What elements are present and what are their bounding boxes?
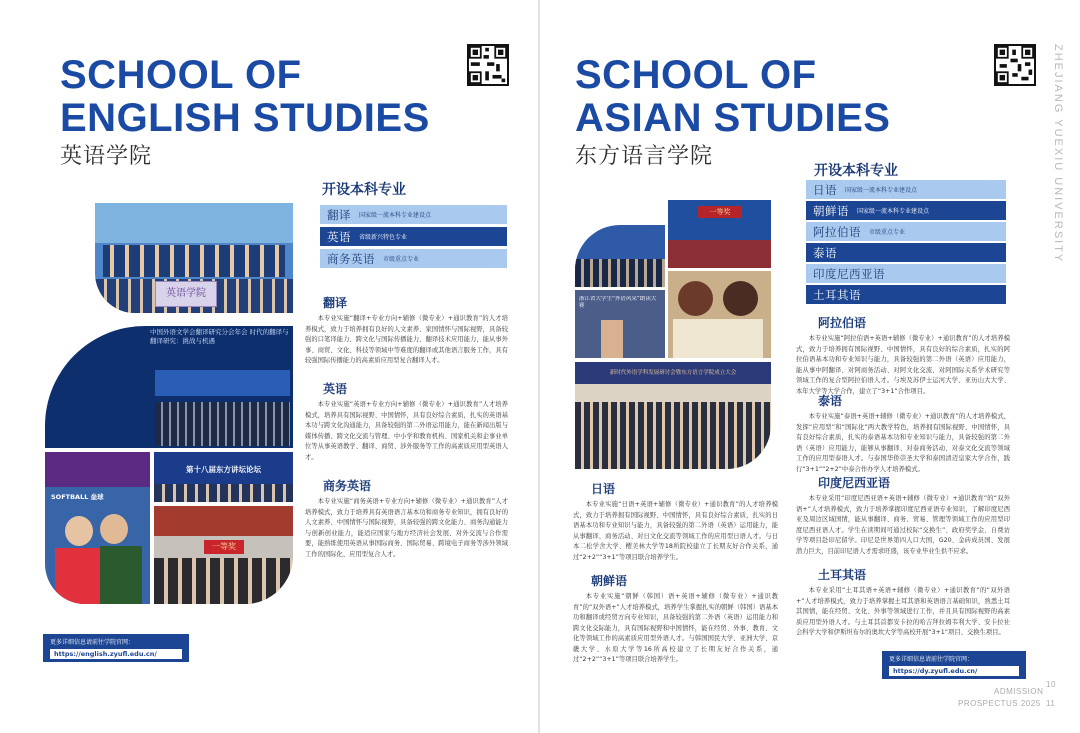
group-banner-text: 新时代外语学科发展研讨会暨东方语言学院成立大会 — [575, 362, 771, 384]
major-desc-turkish — [796, 566, 1010, 639]
major-name: 翻译 — [327, 207, 351, 222]
photo-certificate — [668, 271, 771, 358]
qr-code-icon[interactable] — [467, 44, 509, 86]
major-tag: 国家级一流本科专业建设点 — [359, 212, 432, 219]
title-line-2: ENGLISH STUDIES — [60, 96, 430, 140]
vertical-university-name: ZHEJIANG YUEXIU UNIVERSITY — [1052, 44, 1064, 264]
desc-heading: 阿拉伯语 — [818, 316, 867, 330]
website-link-english[interactable] — [43, 634, 189, 662]
major-item-japanese[interactable] — [806, 180, 1006, 199]
footer-prospectus: PROSPECTUS 2025 — [958, 699, 1041, 708]
major-tag: 国家级一流本科专业建设点 — [845, 187, 918, 194]
contest-text: 浙江省大学生“外语风采”朗读大赛 — [579, 296, 657, 309]
left-page — [0, 0, 538, 733]
banner-label: 英语学院 — [155, 281, 217, 307]
photo-softball — [45, 452, 150, 604]
major-item-english[interactable] — [320, 227, 507, 246]
major-desc-translation — [305, 294, 508, 367]
major-item-thai[interactable] — [806, 243, 1006, 262]
majors-section-title: 开设本科专业 — [322, 182, 406, 198]
page-title-asian — [575, 54, 890, 140]
page-title-english — [60, 54, 430, 140]
major-name: 泰语 — [813, 245, 837, 260]
desc-text: 本专业实施“商务英语+专业方向+辅修（微专业）+通识教育”人才培养模式，致力于培养具有英语语言基本功和商务专业知识，拥有良好的人文素养、中国情怀与国际视野，具备较强的跨文化能力、商务沟通能力与创新创业能力，能适应国家与地方经济社会发展、对外交流与合作需要，能熟练使用英语从事国际商务、国际贸易、跨境电子商务等涉外领域工作的国际化、应用型复合人才。 — [305, 498, 508, 558]
desc-heading: 朝鲜语 — [591, 574, 628, 588]
major-name: 土耳其语 — [813, 287, 861, 302]
photo-classroom — [575, 225, 665, 287]
school-name-cn: 东方语言学院 — [575, 144, 714, 169]
link-label: 更多详细信息请前往学院官网： — [889, 656, 974, 663]
desc-text: 本专业实施“阿拉伯语+英语+辅修（微专业）+通识教育”的人才培养模式，致力于培养拥有国际视野、中国情怀，具有良好的综合素质，扎实的阿拉伯语基本功和专业知识与能力，具备较强的第二外语（英语）应用能力，能从事中阿翻译、对阿商务活动、对阿文化交流、对阿国际关系学术研究等领域工作的复合型阿拉伯语人才。与埃及苏伊士运河大学、亚历山大大学、本年大学等大学合作，建立了“3+1”合作项目。 — [796, 335, 1010, 395]
photo-stage — [668, 200, 771, 268]
major-item-korean[interactable] — [806, 201, 1006, 220]
softball-text: SOFTBALL 垒球 — [51, 493, 104, 501]
major-item-translation[interactable] — [320, 205, 507, 224]
title-line-1: SCHOOL OF — [575, 53, 817, 97]
website-link-asian[interactable] — [882, 651, 1026, 679]
forum-text: 第十八届东方讲坛论坛 — [186, 465, 261, 474]
photo-contest — [575, 290, 665, 358]
major-tag: 市级重点专业 — [869, 229, 906, 236]
major-desc-english — [305, 380, 508, 463]
desc-heading: 土耳其语 — [818, 568, 867, 582]
photo-group — [575, 362, 771, 469]
major-desc-korean — [573, 572, 778, 666]
footer-admission: ADMISSION — [994, 687, 1044, 696]
major-name: 朝鲜语 — [813, 203, 849, 218]
desc-heading: 商务英语 — [323, 479, 372, 493]
major-tag: 市级重点专业 — [383, 256, 420, 263]
link-url[interactable]: https://english.zyufl.edu.cn/ — [50, 649, 182, 659]
major-item-turkish[interactable] — [806, 285, 1006, 304]
major-name: 阿拉伯语 — [813, 224, 861, 239]
desc-text: 本专业实施“日语+英语+辅修（微专业）+通识教育”的人才培养模式，致力于培养拥有国际视野、中国情怀，具有良好综合素质，扎实的日语基本功和专业知识与能力，具备较强的第二外语（英语）运用能力，能从事翻译、商务活动、对日文化交流等领域工作的应用型日语人才。与日本二松学舍大学、樱美林大学等18所院校建立了长期友好合作关系，通过“2+2”“3+1”等项目联合培养学生。 — [573, 501, 778, 561]
qr-code-icon[interactable] — [994, 44, 1036, 86]
major-name: 商务英语 — [327, 251, 375, 266]
major-tag: 国家级一流本科专业建设点 — [857, 208, 930, 215]
major-item-indonesian[interactable] — [806, 264, 1006, 283]
major-name: 英语 — [327, 229, 351, 244]
desc-heading: 印度尼西亚语 — [818, 476, 891, 490]
desc-heading: 英语 — [323, 382, 348, 396]
desc-heading: 日语 — [591, 482, 616, 496]
link-label: 更多详细信息请前往学院官网： — [50, 639, 135, 646]
photo-group-banner — [95, 203, 293, 313]
major-item-business-english[interactable] — [320, 249, 507, 268]
photo-forum — [154, 452, 293, 502]
school-name-cn: 英语学院 — [60, 144, 153, 169]
major-desc-business-english — [305, 477, 508, 560]
page-number-left: 10 — [1046, 680, 1056, 689]
major-desc-thai — [796, 392, 1010, 475]
desc-text: 本专业实施“朝鲜（韩国）语+英语+辅修（微专业）+通识教育”的“双外语+”人才培养模式，培养学生掌握扎实的朝鲜（韩国）语基本功和翻译或经贸方向专业知识，具备较强的第二外语（英语）运用能力和跨文化交际能力，具有国际视野和中国情怀，能在经贸、外事、教育、文化等领域工作的高素质应用型外语人才。与韩国国民大学、亚洲大学、京畿大学、水原大学等16所高校建立了长期友好合作关系，通过“2+2”“3+1”等项目联合培养学生。 — [573, 593, 778, 663]
desc-text: 本专业实施“翻译+专业方向+辅修（微专业）+通识教育”的人才培养模式，致力于培养拥有良好的人文素养、家国情怀与国际视野，具备较强的口笔译能力、跨文化与国际传播能力、翻译技术应用能力，能从事外事、商贸、文化、科技等领域中等难度的翻译或其他语言服务工作，具有较强国际传播能力的高素质应用型复合翻译人才。 — [305, 315, 508, 364]
major-desc-indonesian — [796, 474, 1010, 557]
desc-text: 本专业实施“泰语+英语+辅修（微专业）+通识教育”的人才培养模式，发挥“应用型”和“国际化”两大教学特色，培养拥有国际视野、中国情怀，具有良好综合素质，扎实的泰语基本功和专业知识与能力，具备较强的第二外语（英语）应用能力，能够从事翻译、对泰商务活动、对泰文化交流等领域工作的应用型泰语人才。与泰国华侨崇圣大学和泰国清迈皇家大学合作，践行“3+1”“2+2”中泰合作办学人才培养模式。 — [796, 413, 1010, 473]
award-text: 一等奖 — [204, 540, 244, 554]
majors-section-title: 开设本科专业 — [814, 163, 898, 179]
award-text: 一等奖 — [698, 206, 742, 218]
link-url[interactable]: https://dy.zyufl.edu.cn/ — [889, 666, 1019, 676]
major-item-arabic[interactable] — [806, 222, 1006, 241]
desc-heading: 翻译 — [323, 296, 348, 310]
major-name: 日语 — [813, 182, 837, 197]
photo-award — [154, 506, 293, 604]
page-number-right: 11 — [1046, 699, 1056, 708]
desc-text: 本专业采用“印度尼西亚语+英语+辅修（微专业）+通识教育”的“双外语+”人才培养模式，致力于培养掌握印度尼西亚语专业知识，了解印度尼西亚及周边区域国情，能从事翻译、商务、贸易、管理等领域工作的应用型印度尼西亚语人才。学生在读期间可通过校际“交换生”、政府奖学金、自费访学等项目赴印尼留学。印尼是世界第四人口大国，G20、金砖成员国、发展潜力巨大，目前印尼语人才需求旺盛，该专业毕业生供不应求。 — [796, 495, 1010, 555]
desc-heading: 泰语 — [818, 394, 843, 408]
desc-text: 本专业实施“英语+专业方向+辅修（微专业）+通识教育”人才培养模式，培养具有国际视野、中国情怀，具有良好综合素质，扎实的英语基本功与跨文化沟通能力，具备较强的第二外语运用能力，能在新闻出版与媒体传播、跨文化交流与管理、中小学和教育机构、国家机关和企事业单位等从事英语教学、翻译、商贸、涉外服务等工作的高素质应用型英语人才。 — [305, 401, 508, 461]
title-line-1: SCHOOL OF — [60, 53, 302, 97]
major-tag: 省级新兴特色专业 — [359, 234, 408, 241]
major-desc-japanese — [573, 480, 778, 563]
desc-text: 本专业采用“土耳其语+英语+辅修（微专业）+通识教育”的“双外语+”人才培养模式，致力于培养掌握土耳其语和英语语言基础知识，熟悉土耳其国情，能在经贸、文化、外事等领域进行工作，并且具有国际视野的高素质应用型外语人才。与土耳其首都安卡拉的哈吉拜拉姆韦利大学、安卡拉社会科学大学和伊斯坦布尔的奥坎大学等高校开展“3+1”项目、交换生项目。 — [796, 587, 1010, 636]
title-line-2: ASIAN STUDIES — [575, 96, 891, 140]
conference-banner-text: 中国外语文学会翻译研究分会年会 时代的翻译与翻译研究：挑战与机遇 — [150, 328, 289, 345]
major-desc-arabic — [796, 314, 1010, 397]
right-page — [540, 0, 1080, 733]
photo-conference — [45, 326, 293, 448]
major-name: 印度尼西亚语 — [813, 266, 885, 281]
